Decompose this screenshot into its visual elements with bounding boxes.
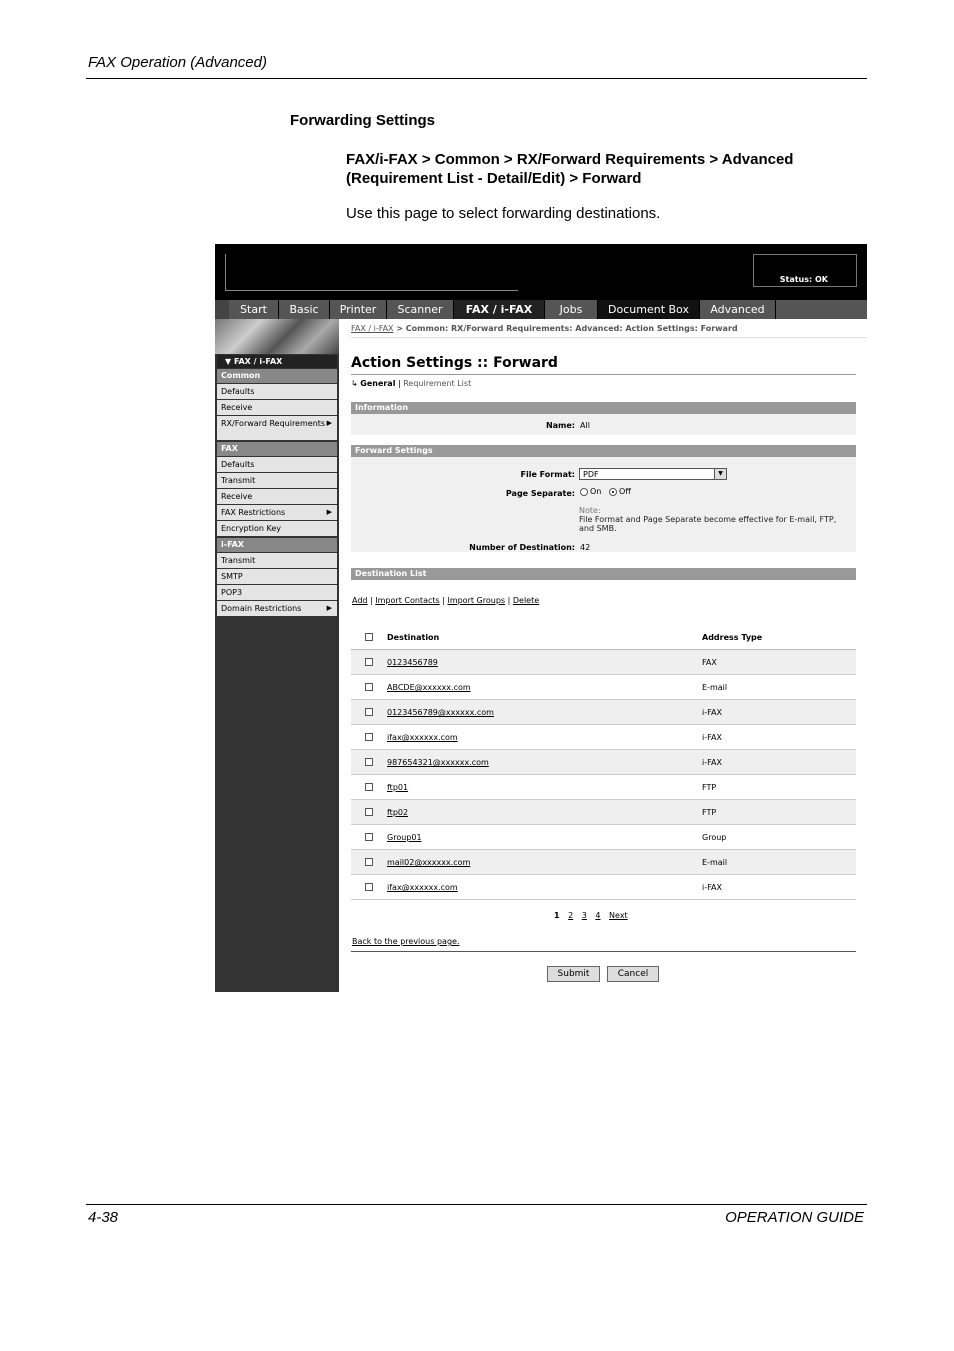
back-link[interactable]: Back to the previous page.	[352, 937, 460, 946]
radio-off[interactable]	[609, 488, 617, 496]
address-type: E-mail	[702, 683, 728, 692]
address-type: Group	[702, 833, 727, 842]
row-checkbox[interactable]	[365, 883, 373, 891]
row-checkbox[interactable]	[365, 683, 373, 691]
sidebar-group-common: Common	[217, 369, 337, 383]
name-value: All	[580, 421, 590, 430]
radio-off-label: Off	[619, 487, 631, 496]
file-format-select[interactable]	[579, 468, 727, 480]
arrow-right-icon: ▶	[326, 604, 332, 612]
sidebar-item-smtp[interactable]: SMTP	[217, 569, 337, 585]
tab-spacer	[215, 300, 229, 319]
file-format-value: PDF	[583, 470, 599, 479]
address-type: FTP	[702, 783, 717, 792]
table-row	[351, 850, 856, 875]
sidebar-group-fax: FAX	[217, 442, 337, 456]
radio-on[interactable]	[580, 488, 588, 496]
tab-start[interactable]: Start	[229, 300, 279, 319]
sidebar-item-common-defaults[interactable]: Defaults	[217, 384, 337, 400]
tab-advanced[interactable]: Advanced	[700, 300, 776, 319]
table-row	[351, 775, 856, 800]
add-link[interactable]: Add	[352, 596, 368, 605]
sidebar-item-common-receive[interactable]: Receive	[217, 400, 337, 416]
address-type: FTP	[702, 808, 717, 817]
submit-button[interactable]: Submit	[547, 966, 600, 982]
page-link-4[interactable]: 4	[595, 911, 601, 920]
import-contacts-link[interactable]: Import Contacts	[375, 596, 440, 605]
chevron-down-icon: ▼	[714, 469, 726, 479]
header-title: FAX Operation (Advanced)	[88, 54, 267, 71]
pagination	[554, 911, 634, 920]
sidebar-item-fax-restrictions[interactable]	[217, 505, 337, 521]
tab-basic[interactable]: Basic	[279, 300, 330, 319]
number-of-destination-label: Number of Destination:	[469, 543, 575, 552]
destination-list-bar: Destination List	[351, 568, 856, 580]
table-row	[351, 650, 856, 675]
sidebar-section-fax-ifax[interactable]: ▼ FAX / i-FAX	[217, 355, 337, 368]
forward-settings-bar: Forward Settings	[351, 445, 856, 457]
breadcrumb-rule	[351, 337, 867, 338]
information-bar: Information	[351, 402, 856, 414]
arrow-icon: ↳	[351, 379, 361, 388]
information-pane	[351, 414, 856, 435]
destination-link[interactable]: ifax@xxxxxx.com	[387, 883, 458, 892]
address-type: i-FAX	[702, 883, 722, 892]
row-checkbox[interactable]	[365, 658, 373, 666]
bottom-rule	[351, 951, 856, 952]
sidebar-item-domain-restrictions[interactable]	[217, 601, 337, 617]
page-heading: Action Settings :: Forward	[351, 355, 558, 371]
sidebar-item-pop3[interactable]: POP3	[217, 585, 337, 601]
sub-navigation: ↳ General | Requirement List	[351, 379, 472, 388]
status-indicator: Status: OK	[753, 254, 857, 287]
file-format-label: File Format:	[520, 470, 575, 479]
intro-text: Use this page to select forwarding destinations.	[346, 205, 661, 222]
page-separate-options	[580, 487, 631, 496]
delete-link[interactable]: Delete	[512, 596, 540, 605]
row-checkbox[interactable]	[365, 708, 373, 716]
number-of-destination-value: 42	[580, 543, 591, 552]
row-checkbox[interactable]	[365, 808, 373, 816]
sidebar-item-ifax-transmit[interactable]: Transmit	[217, 553, 337, 569]
destination-link[interactable]: mail02@xxxxxx.com	[387, 858, 471, 867]
destination-link[interactable]: Group01	[387, 833, 422, 842]
select-all-checkbox[interactable]	[365, 633, 373, 641]
destination-actions: Add | Import Contacts | Import Groups | Delete	[352, 596, 540, 605]
sidebar-item-label: RX/Forward Requirements	[221, 419, 326, 428]
sidebar	[215, 319, 339, 992]
page-number: 4-38	[88, 1209, 119, 1226]
table-row	[351, 700, 856, 725]
sidebar-item-rx-forward[interactable]	[217, 416, 337, 441]
destination-link[interactable]: ftp02	[387, 808, 409, 817]
table-row	[351, 725, 856, 750]
cancel-button[interactable]: Cancel	[607, 966, 659, 982]
ui-screenshot	[215, 244, 867, 992]
page-separate-label: Page Separate:	[505, 489, 575, 498]
sidebar-item-label: FAX Restrictions	[221, 508, 286, 517]
row-checkbox[interactable]	[365, 783, 373, 791]
destination-link[interactable]: 0123456789@xxxxxx.com	[387, 708, 494, 717]
row-checkbox[interactable]	[365, 833, 373, 841]
address-type: E-mail	[702, 858, 728, 867]
arrow-right-icon: ▶	[326, 508, 332, 516]
name-label: Name:	[545, 421, 575, 430]
sidebar-item-fax-receive[interactable]: Receive	[217, 489, 337, 505]
table-row	[351, 875, 856, 900]
col-address-type: Address Type	[702, 633, 763, 642]
table-row	[351, 750, 856, 775]
breadcrumb-rest: > Common: RX/Forward Requirements: Advanced: Action Settings: Forward	[393, 324, 738, 333]
address-type: FAX	[702, 658, 717, 667]
heading-rule	[351, 374, 856, 375]
tab-document-box[interactable]: Document Box	[598, 300, 700, 319]
row-checkbox[interactable]	[365, 758, 373, 766]
row-checkbox[interactable]	[365, 858, 373, 866]
subnav-requirement-list[interactable]: Requirement List	[403, 379, 472, 388]
row-checkbox[interactable]	[365, 733, 373, 741]
address-type: i-FAX	[702, 758, 722, 767]
page-next-link[interactable]: Next	[609, 911, 628, 920]
destination-link[interactable]: ABCDE@xxxxxx.com	[387, 683, 471, 692]
address-type: i-FAX	[702, 733, 722, 742]
guide-title: OPERATION GUIDE	[725, 1209, 864, 1226]
top-bar	[215, 244, 867, 300]
sidebar-item-fax-transmit[interactable]: Transmit	[217, 473, 337, 489]
table-row	[351, 800, 856, 825]
table-row	[351, 825, 856, 850]
note	[579, 506, 849, 533]
radio-on-label: On	[590, 487, 602, 496]
address-type: i-FAX	[702, 708, 722, 717]
footer-rule	[86, 1204, 867, 1205]
sidebar-group-ifax: i-FAX	[217, 538, 337, 552]
sidebar-item-encryption-key[interactable]: Encryption Key	[217, 521, 337, 537]
logo-area	[225, 254, 518, 291]
header-rule	[86, 78, 867, 79]
tab-fax-ifax[interactable]: FAX / i-FAX	[454, 300, 545, 319]
destination-link[interactable]: ftp01	[387, 783, 409, 792]
note-label: Note:	[579, 506, 601, 515]
page-current: 1	[554, 911, 560, 920]
col-destination: Destination	[387, 633, 440, 642]
breadcrumb-link[interactable]: FAX / i-FAX	[351, 324, 394, 333]
import-groups-link[interactable]: Import Groups	[447, 596, 506, 605]
menu-path: FAX/i-FAX > Common > RX/Forward Requirements > Advanced (Requirement List - Detail/Edit) > Forward	[346, 151, 794, 187]
note-text: File Format and Page Separate become effective for E-mail, FTP, and SMB.	[579, 515, 837, 533]
destination-table	[351, 625, 856, 900]
main-tabs	[215, 300, 867, 319]
destination-link[interactable]: 0123456789	[387, 658, 438, 667]
sidebar-item-fax-defaults[interactable]: Defaults	[217, 457, 337, 473]
page-link-3[interactable]: 3	[581, 911, 587, 920]
destination-link[interactable]: ifax@xxxxxx.com	[387, 733, 458, 742]
table-row	[351, 675, 856, 700]
sidebar-image	[215, 319, 339, 354]
breadcrumb	[351, 324, 738, 333]
subnav-general[interactable]: General	[360, 379, 396, 388]
tab-printer[interactable]: Printer	[330, 300, 387, 319]
page-link-2[interactable]: 2	[568, 911, 574, 920]
tab-filler	[776, 300, 867, 319]
tab-scanner[interactable]: Scanner	[387, 300, 454, 319]
table-header	[351, 625, 856, 650]
arrow-right-icon: ▶	[326, 419, 332, 427]
tab-jobs[interactable]: Jobs	[545, 300, 598, 319]
section-title: Forwarding Settings	[290, 112, 436, 129]
sidebar-item-label: Domain Restrictions	[221, 604, 302, 613]
destination-link[interactable]: 987654321@xxxxxx.com	[387, 758, 489, 767]
